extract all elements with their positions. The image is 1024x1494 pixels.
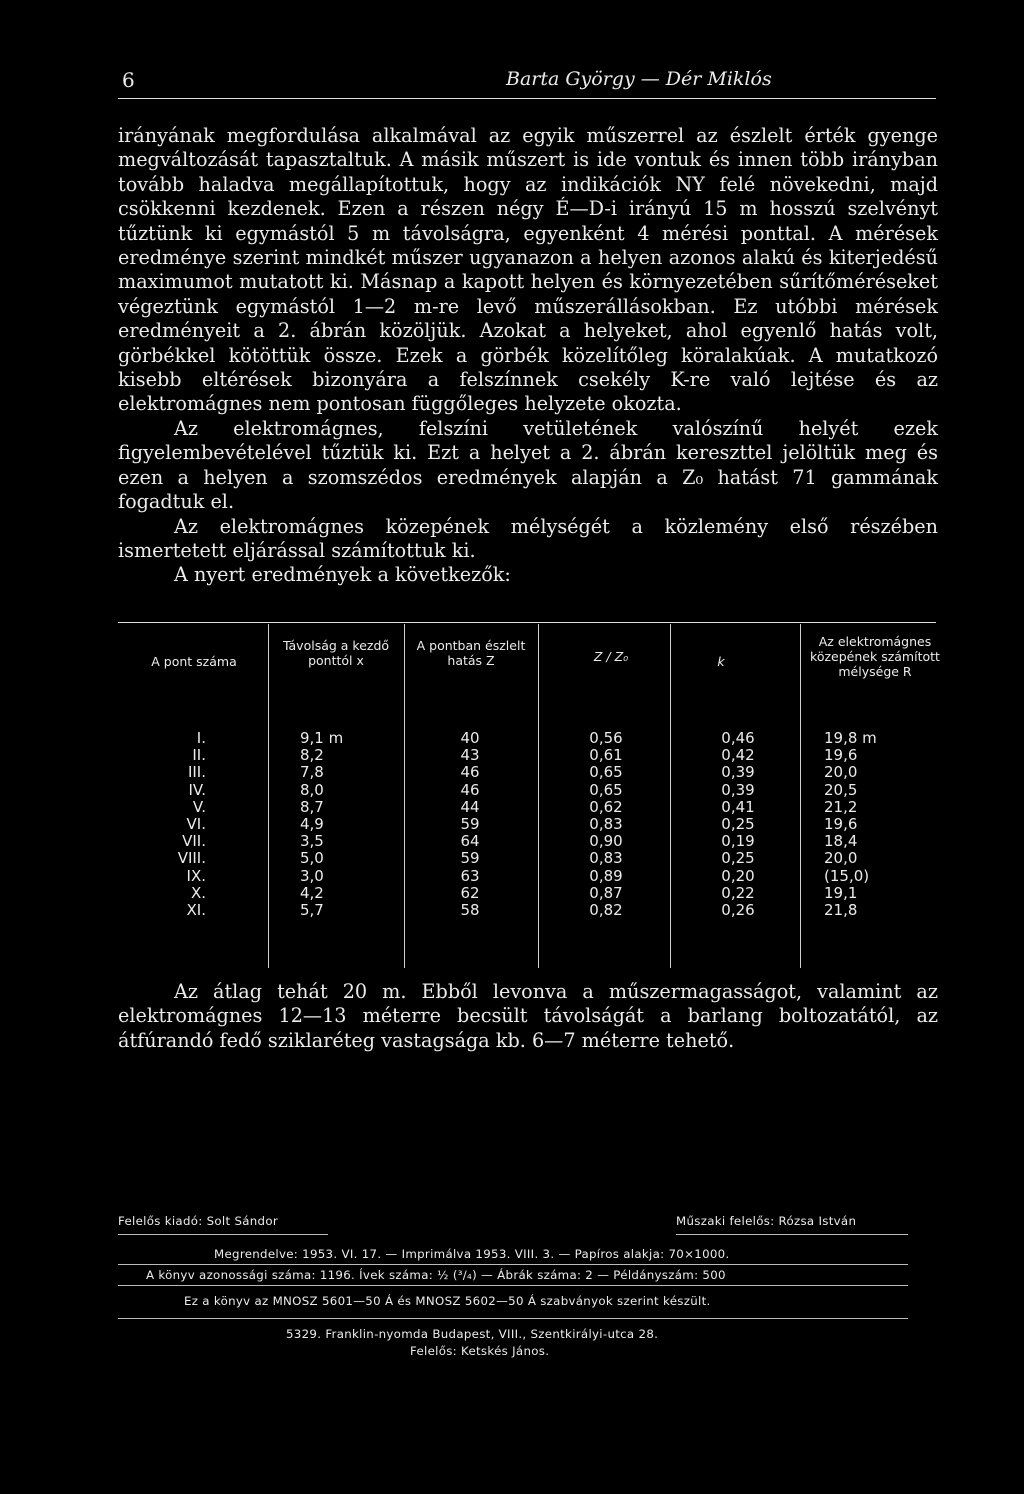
table-column-depth: 19,8 m 19,6 20,0 20,5 21,2 19,6 18,4 20,0 (15,0) 19,1 21,8 <box>824 729 877 920</box>
imprint-line: A könyv azonossági száma: 1196. Ívek száma: ½ (³/₄) — Ábrák száma: 2 — Példányszám: 500 <box>146 1268 726 1282</box>
table-column-divider <box>670 624 671 968</box>
imprint-publisher: Felelős kiadó: Solt Sándor <box>118 1214 279 1228</box>
table-header-point: A pont száma <box>151 654 237 669</box>
imprint-line: Felelős: Ketskés János. <box>410 1344 550 1358</box>
table-header-ratio: Z / Z₀ <box>593 649 629 664</box>
imprint-rule <box>676 1234 908 1235</box>
table-header-effect: A pontban észlelt hatás Z <box>416 638 526 668</box>
imprint-rule <box>118 1285 908 1286</box>
body-text <box>118 124 938 588</box>
paragraph-2: Az elektromágnes, felszíni vetületének valószínű helyét ezek figyelembevételével tűztük ki. Ezt a helyet a 2. ábrán kereszttel jelöltük meg és ezen a helyen a szomszédos eredmények alapján a Z₀ hatást 71 gammának fogadtuk el. <box>118 416 938 514</box>
running-title: Barta György — Dér Miklós <box>506 68 772 90</box>
table-top-rule <box>118 622 936 623</box>
table-column-k: 0,46 0,42 0,39 0,39 0,41 0,25 0,19 0,25 0,20 0,22 0,26 <box>721 729 755 920</box>
paragraph-1: irányának megfordulása alkalmával az egyik műszerrel az észlelt érték gyenge megváltozását tapasztaltuk. A másik műszert is ide vontuk és innen több irányban tovább haladva megállapítottuk, hogy az indikációk NY felé növekedni, majd csökkenni kezdenek. Ezen a részen négy É—D-i irányú 15 m hosszú szelvényt tűztünk ki egymástól 5 m távolságra, egyenként 4 mérési ponttal. A mérések eredménye szerint mindkét műszer ugyanazon a helyen azonos alakú és kiterjedésű maximumot mutatott ki. Másnap a kapott helyen és környezetében sűrítőméréseket végeztünk egymástól 1—2 m-re levő műszerállásokban. Ez utóbbi mérések eredményeit a 2. ábrán közöljük. Azokat a helyeket, ahol egyenlő hatás volt, görbékkel kötöttük össze. Ezek a görbék közelítőleg köralakúak. A mutatkozó kisebb eltérések bizonyára a felszínnek csekély K-re való lejtése és az elektromágnes nem pontosan függőleges helyzete okozta. <box>118 124 938 416</box>
paragraph-4: A nyert eredmények a következők: <box>174 563 511 587</box>
imprint-rule <box>118 1264 908 1265</box>
imprint-rule <box>118 1318 908 1319</box>
table-header-k: k <box>717 654 725 669</box>
summary-text <box>118 980 938 1053</box>
table-column-ratio: 0,56 0,61 0,65 0,65 0,62 0,83 0,90 0,83 0,89 0,87 0,82 <box>589 729 623 920</box>
imprint-line: Megrendelve: 1953. VI. 17. — Imprimálva 1953. VIII. 3. — Papíros alakja: 70×1000. <box>214 1247 730 1261</box>
table-header-depth: Az elektromágnes közepének számított mélysége R <box>810 634 940 679</box>
table-column-divider <box>268 624 269 968</box>
imprint-rule <box>118 1234 328 1235</box>
table-column-effect: 40 43 46 46 44 59 64 59 63 62 58 <box>460 729 480 920</box>
table-column-distance: 9,1 m 8,2 7,8 8,0 8,7 4,9 3,5 5,0 3,0 4,2 5,7 <box>300 729 344 920</box>
paragraph-3: Az elektromágnes közepének mélységét a közlemény első részében ismertetett eljárással számítottuk ki. <box>118 514 938 562</box>
table-column-divider <box>538 624 539 968</box>
table-column-point: I. II. III. IV. V. VI. VII. VIII. IX. X. XI. <box>177 729 206 920</box>
page-number: 6 <box>122 68 135 92</box>
imprint-technical: Műszaki felelős: Rózsa István <box>676 1214 857 1228</box>
summary-paragraph: Az átlag tehát 20 m. Ebből levonva a műszermagasságot, valamint az elektromágnes 12—13 méterre becsült távolságát a barlang boltozatától, az átfúrandó fedő sziklaréteg vastagsága kb. 6—7 méterre tehető. <box>118 980 938 1052</box>
imprint-line: 5329. Franklin-nyomda Budapest, VIII., Szentkirályi-utca 28. <box>286 1327 659 1341</box>
page-header <box>118 68 936 96</box>
header-rule <box>118 98 936 99</box>
table-column-divider <box>800 624 801 968</box>
imprint-line: Ez a könyv az MNOSZ 5601—50 Á és MNOSZ 5602—50 Á szabványok szerint készült. <box>184 1294 711 1308</box>
table-header-distance: Távolság a kezdő ponttól x <box>282 638 390 668</box>
